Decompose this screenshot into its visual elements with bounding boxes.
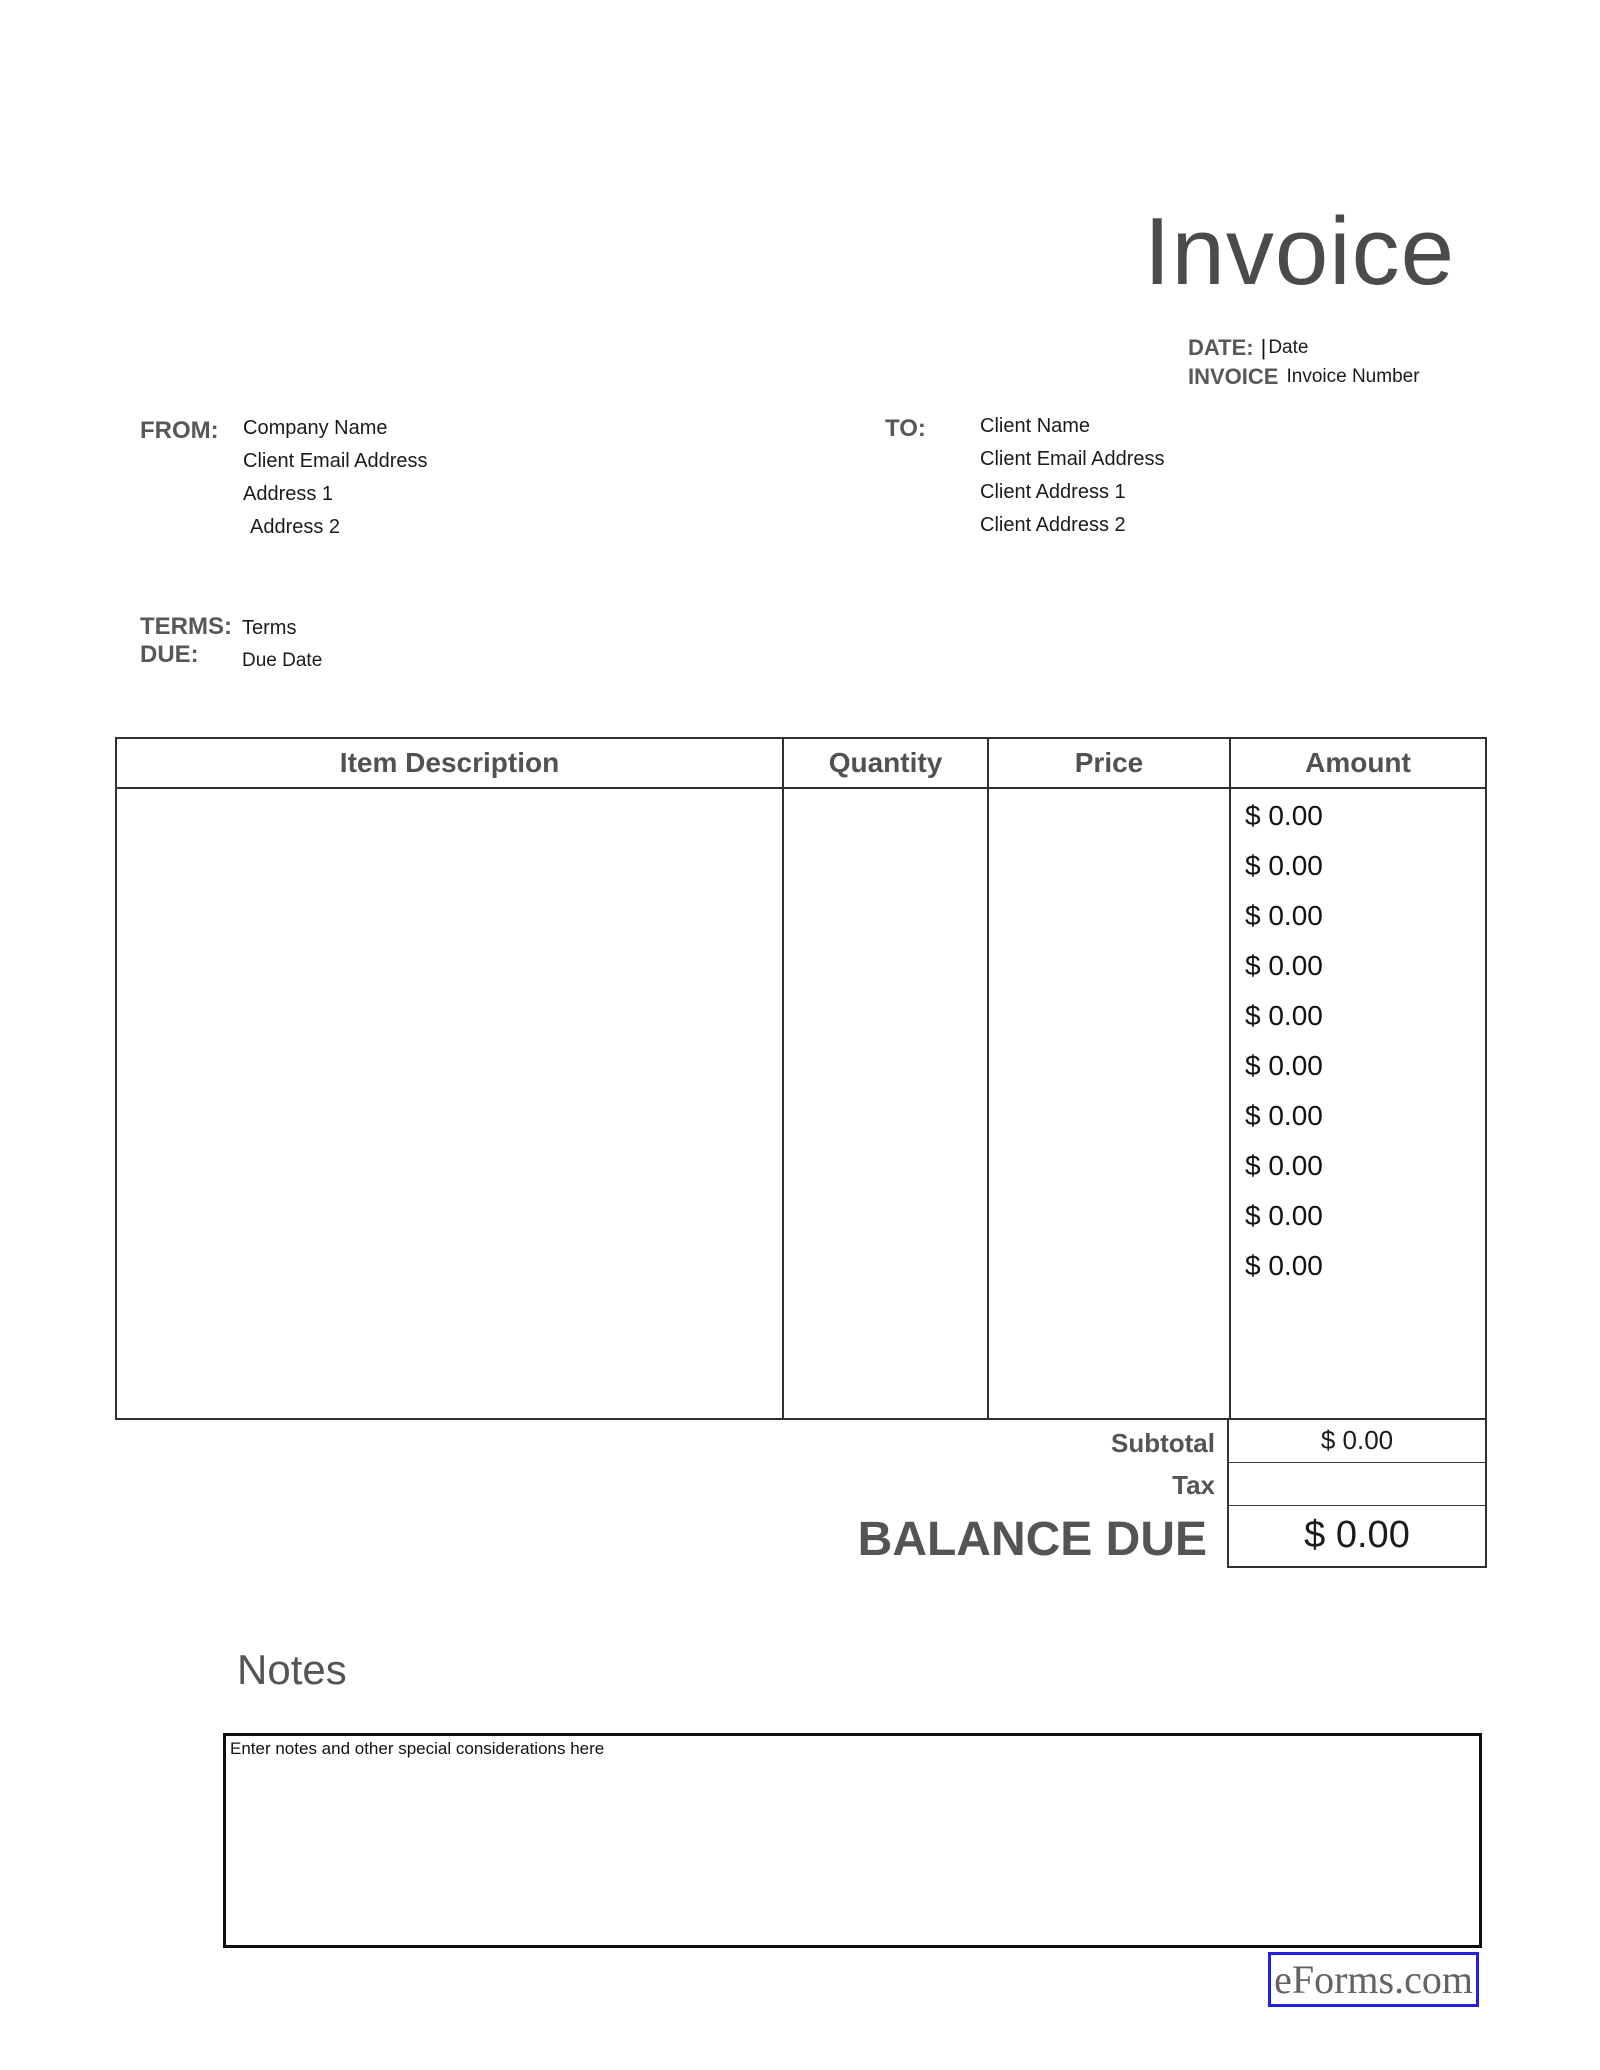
due-date-field[interactable]: Due Date bbox=[242, 650, 323, 671]
date-cursor: | bbox=[1260, 334, 1267, 360]
amount-cell: $ 0.00 bbox=[1245, 900, 1323, 931]
tax-value-field[interactable] bbox=[1229, 1462, 1485, 1506]
page-title: Invoice bbox=[1143, 198, 1455, 305]
terms-label: TERMS: bbox=[140, 613, 232, 640]
date-field[interactable]: Date bbox=[1268, 336, 1309, 358]
subtotal-label: Subtotal bbox=[1111, 1428, 1215, 1458]
amount-column bbox=[1229, 791, 1485, 1291]
from-block bbox=[243, 418, 428, 550]
to-label: TO: bbox=[885, 415, 926, 442]
invoice-number-label: INVOICE bbox=[1188, 363, 1279, 389]
to-address1-field[interactable]: Client Address 1 bbox=[980, 481, 1126, 503]
header-quantity: Quantity bbox=[828, 747, 943, 778]
balance-due-value: $ 0.00 bbox=[1304, 1514, 1410, 1556]
price-input-area[interactable] bbox=[989, 791, 1229, 1416]
quantity-input-area[interactable] bbox=[784, 791, 987, 1416]
amount-cell: $ 0.00 bbox=[1245, 1100, 1323, 1131]
amount-cell: $ 0.00 bbox=[1245, 1150, 1323, 1181]
notes-placeholder: Enter notes and other special considerations here bbox=[230, 1739, 605, 1758]
header-separator bbox=[117, 787, 1485, 789]
to-address2-field[interactable]: Client Address 2 bbox=[980, 514, 1126, 536]
notes-heading: Notes bbox=[237, 1646, 347, 1693]
amount-cell: $ 0.00 bbox=[1245, 1050, 1323, 1081]
invoice-number-field[interactable]: Invoice Number bbox=[1286, 365, 1420, 387]
date-label: DATE: bbox=[1188, 334, 1254, 360]
eforms-brand-link[interactable]: eForms.com bbox=[1274, 1956, 1473, 2002]
header-item-description: Item Description bbox=[339, 747, 560, 778]
header-amount: Amount bbox=[1305, 747, 1411, 778]
amount-cell: $ 0.00 bbox=[1245, 1250, 1323, 1281]
invoice-meta bbox=[1188, 333, 1420, 391]
to-email-field[interactable]: Client Email Address bbox=[980, 448, 1165, 470]
from-email-field[interactable]: Client Email Address bbox=[243, 450, 428, 472]
from-company-name-field[interactable]: Company Name bbox=[243, 417, 388, 439]
tax-label: Tax bbox=[1172, 1470, 1215, 1500]
amount-cell: $ 0.00 bbox=[1245, 850, 1323, 881]
to-client-name-field[interactable]: Client Name bbox=[980, 415, 1091, 437]
items-table bbox=[115, 737, 1487, 1420]
summary-amount-column bbox=[1227, 1418, 1487, 1568]
subtotal-value: $ 0.00 bbox=[1229, 1418, 1485, 1463]
to-block bbox=[980, 416, 1165, 548]
from-address1-field[interactable]: Address 1 bbox=[243, 483, 334, 505]
amount-cell: $ 0.00 bbox=[1245, 1000, 1323, 1031]
due-label: DUE: bbox=[140, 641, 199, 668]
item-description-input-area[interactable] bbox=[117, 791, 782, 1416]
amount-cell: $ 0.00 bbox=[1245, 800, 1323, 831]
terms-field[interactable]: Terms bbox=[242, 617, 297, 639]
amount-cell: $ 0.00 bbox=[1245, 950, 1323, 981]
date-row bbox=[1188, 333, 1420, 362]
from-label: FROM: bbox=[140, 417, 219, 444]
from-address2-field[interactable]: Address 2 bbox=[250, 516, 341, 538]
invoice-number-row bbox=[1188, 362, 1420, 391]
balance-due-label: BALANCE DUE bbox=[857, 1513, 1207, 1566]
notes-input-box[interactable] bbox=[223, 1733, 1482, 1948]
header-price: Price bbox=[1074, 747, 1144, 778]
eforms-brand-box[interactable] bbox=[1268, 1952, 1479, 2007]
amount-cell: $ 0.00 bbox=[1245, 1200, 1323, 1231]
